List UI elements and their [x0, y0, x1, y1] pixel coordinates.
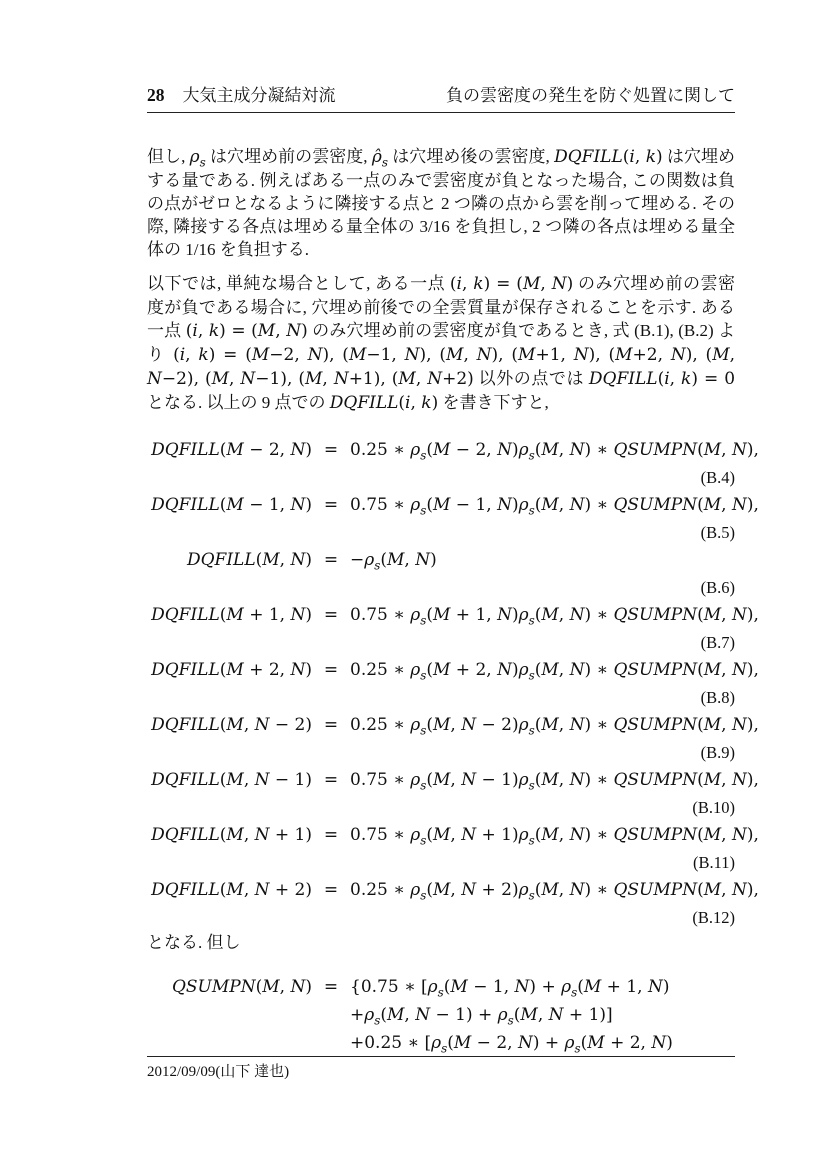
text-run: となる. 以上の 9 点での [147, 393, 330, 412]
equation-lhs: DQFILL(M, N + 1) [151, 825, 312, 845]
text-run: のみ穴埋め前の雲密度が負である場合に, 穴埋め前後での全雲質量が保存されることを示す. ある一点 [147, 274, 736, 340]
equation-b12 [147, 876, 759, 931]
equation-row [147, 491, 759, 520]
equation-number: (B.6) [700, 578, 735, 597]
inline-math: DQFILL(i, k) [329, 393, 439, 413]
equation-row [147, 973, 735, 1001]
equation-row [147, 436, 759, 465]
equation-rhs: +0.25 ∗ [$\rho_s(M - 2$, $N) + \rho_s(M + 2$, N) [350, 1033, 673, 1056]
equals-sign: = [323, 825, 339, 845]
inline-math: (i, k) = (M, N) [449, 274, 574, 294]
equation-lhs: DQFILL(M, N − 1) [151, 770, 312, 790]
paragraph-1 [147, 145, 735, 261]
equals-sign [312, 1001, 350, 1029]
inline-math: DQFILL(i, k) = 0 [588, 369, 736, 389]
page-number: 28 [147, 85, 165, 105]
text-run: 但し, [147, 147, 190, 166]
equation-number: (B.10) [692, 798, 735, 817]
text-run: 以下では, 単純な場合として, ある一点 [147, 274, 450, 293]
equation-rhs: 0.75 ∗ $\rho_s(M$, $N - 1)\rho_s(M$, N) ∗ QSUMPN(M, N), [350, 770, 759, 793]
equals-sign [312, 1029, 350, 1057]
equation-lhs [147, 1029, 312, 1057]
equation-lhs: QSUMPN(M, N) [171, 977, 312, 997]
text-run: は穴埋め後の雲密度, [387, 147, 555, 166]
equation-row [147, 1001, 735, 1029]
equation-lhs: DQFILL(M, N − 2) [151, 715, 312, 735]
equation-rhs: 0.25 ∗ $\rho_s(M$, $N - 2)\rho_s(M$, N) ∗ QSUMPN(M, N), [350, 715, 759, 738]
inline-math: $\rhô_s$ [371, 147, 388, 170]
equation-lhs: DQFILL(M + 1, N) [151, 605, 312, 625]
equation-number: (B.8) [700, 688, 735, 707]
page-footer [147, 1056, 735, 1082]
footer-signature: 2012/09/09(山下 達也) [147, 1064, 290, 1080]
equation-lhs: DQFILL(M + 2, N) [151, 660, 312, 680]
equation-row [147, 601, 759, 630]
equals-sign: = [323, 770, 339, 790]
connector-text: となる. 但し [147, 933, 241, 952]
equals-sign: = [323, 977, 339, 997]
equation-lhs: DQFILL(M − 2, N) [151, 440, 312, 460]
equation-b7 [147, 601, 759, 656]
equation-b9 [147, 711, 759, 766]
equation-row [147, 656, 759, 685]
text-run: を書き下すと, [438, 393, 549, 412]
equation-number: (B.11) [692, 853, 735, 872]
equation-rhs: 0.75 ∗ $\rho_s(M - 1$, $N)\rho_s(M$, N) ∗ QSUMPN(M, N), [350, 495, 759, 518]
equals-sign: = [323, 495, 339, 515]
equation-row [147, 546, 735, 575]
equation-lhs: DQFILL(M, N + 2) [151, 880, 312, 900]
equation-rhs: 0.25 ∗ $\rho_s(M + 2$, $N)\rho_s(M$, N) ∗ QSUMPN(M, N), [350, 660, 759, 683]
equation-row [147, 1029, 735, 1057]
inline-math: $\rho_s$ [189, 147, 206, 170]
header-left-title: 大気主成分凝結対流 [182, 86, 336, 105]
equation-number: (B.7) [700, 633, 735, 652]
equation-number: (B.9) [700, 743, 735, 762]
equation-number: (B.5) [700, 523, 735, 542]
equation-lhs [147, 1001, 312, 1029]
equals-sign: = [323, 440, 339, 460]
text-run: は穴埋めする量である. 例えばある一点のみで雲密度が負となった場合, この関数は負の点がゼロとなるように隣接する点と 2 つ隣の点から雲を削って埋める. その際, 隣接する各点は埋める量全体の 3/16 を負担し, 2 つ隣の各点は埋める量全体の 1/16 を負担する. [147, 147, 736, 259]
page-header [147, 86, 735, 113]
equation-b8 [147, 656, 759, 711]
equation-b5 [147, 491, 759, 546]
equals-sign: = [323, 880, 339, 900]
equation-b4 [147, 436, 759, 491]
equation-row [147, 876, 759, 905]
equation-rhs: {0.75 ∗ [$\rho_s(M - 1$, $N) + \rho_s(M + 1$, N) [350, 977, 670, 1000]
paragraph-2 [147, 272, 735, 415]
paragraphs [147, 145, 735, 415]
equation-rhs: 0.75 ∗ $\rho_s(M + 1$, $N)\rho_s(M$, N) ∗ QSUMPN(M, N), [350, 605, 759, 628]
equation-row [147, 766, 759, 795]
equation-row [147, 821, 759, 850]
inline-math: DQFILL(i, k) [554, 147, 663, 167]
equation-rhs: $-\rho_s(M$, N) [350, 550, 437, 573]
page-body [147, 113, 759, 1057]
equals-sign: = [323, 715, 339, 735]
equation-b6 [147, 546, 735, 601]
equals-sign: = [323, 550, 339, 570]
equation-rhs: 0.75 ∗ $\rho_s(M$, $N + 1)\rho_s(M$, N) ∗ QSUMPN(M, N), [350, 825, 759, 848]
qsumpn-equation [147, 973, 735, 1057]
text-run: のみ穴埋め前の雲密度が負であるとき, 式 (B.1), (B.2) より [147, 321, 736, 364]
equation-rhs: 0.25 ∗ $\rho_s(M$, $N + 2)\rho_s(M$, N) ∗ QSUMPN(M, N), [350, 880, 759, 903]
equation-lhs: DQFILL(M − 1, N) [151, 495, 312, 515]
equation-row [147, 711, 759, 740]
equation-b11 [147, 821, 759, 876]
equation-b10 [147, 766, 759, 821]
equation-number: (B.4) [700, 468, 735, 487]
inline-math: (i, k) = (M−2, N), (M−1, N), (M, N), (M+1, N), (M+2, N), (M, N−2), (M, N−1), (M, N+1), (M, N+2) [147, 345, 736, 389]
inline-math: (i, k) = (M, N) [185, 321, 308, 341]
header-right-title: 負の雲密度の発生を防ぐ処置に関して [446, 86, 735, 105]
equation-lhs: DQFILL(M, N) [186, 550, 312, 570]
equation-list [147, 436, 759, 931]
equation-number: (B.12) [692, 908, 735, 927]
equation-rhs: $+\rho_s(M$, $N - 1) + \rho_s(M$, N + 1)] [350, 1005, 613, 1028]
equals-sign: = [323, 660, 339, 680]
equation-rhs: 0.25 ∗ $\rho_s(M - 2$, $N)\rho_s(M$, N) ∗ QSUMPN(M, N), [350, 440, 759, 463]
text-run: は穴埋め前の雲密度, [205, 147, 372, 166]
equals-sign: = [323, 605, 339, 625]
text-run: 以外の点では [473, 369, 589, 388]
